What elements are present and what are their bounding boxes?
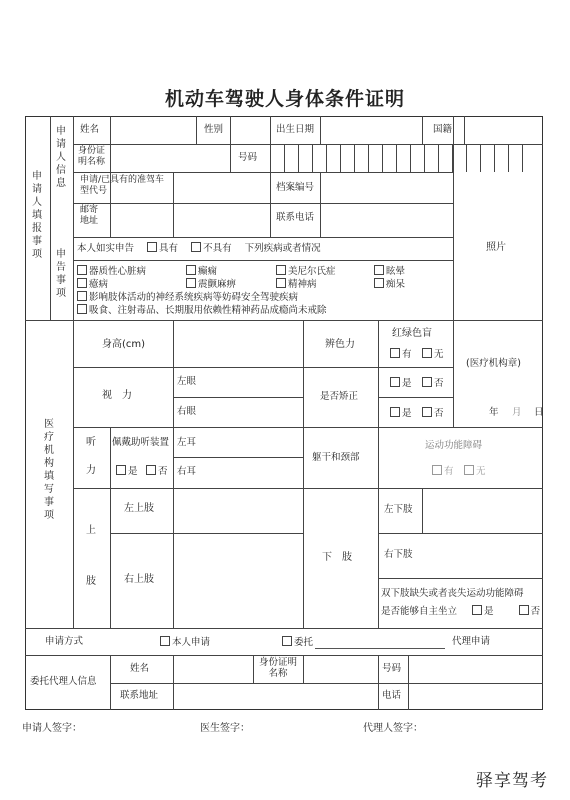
lower-loss-label: 双下肢缺失或者丧失运动功能障碍	[381, 588, 524, 599]
nationality-label: 国籍	[433, 124, 453, 135]
self-apply-checkbox[interactable]	[160, 636, 170, 646]
sit-up-yes-checkbox[interactable]	[472, 605, 482, 615]
no-label: 无	[434, 349, 444, 360]
disease-label: 吸食、注射毒品、长期服用依赖性精神药品成瘾尚未戒除	[89, 305, 327, 316]
fou-label: 否	[530, 606, 541, 617]
hearing-aid-yes-checkbox[interactable]	[116, 465, 126, 475]
watermark-text: 驿享驾考	[476, 771, 548, 791]
disease-checkbox[interactable]	[77, 304, 87, 314]
address-label: 邮寄地址	[80, 205, 99, 226]
disease-label: 癔病	[89, 279, 109, 290]
gender-label: 性别	[204, 124, 224, 135]
yes-label: 有	[444, 466, 454, 477]
disease-label: 美尼尔氏症	[288, 266, 336, 277]
shi-label: 是	[484, 606, 494, 617]
right-upper-label: 右上肢	[124, 574, 154, 585]
not-has-checkbox[interactable]	[191, 242, 201, 252]
hearing-aid-no-checkbox[interactable]	[146, 465, 156, 475]
applicant-signature-label: 申请人签字：	[22, 723, 82, 734]
left-corrected-no-checkbox[interactable]	[422, 377, 432, 387]
file-no-label: 档案编号	[276, 182, 315, 193]
name-label: 姓名	[80, 124, 100, 135]
disease-checkbox[interactable]	[77, 291, 87, 301]
left-lower-label: 左下肢	[384, 504, 413, 515]
license-types-label: 申请/已具有的准驾车型代号	[80, 175, 165, 196]
disease-label: 器质性心脏病	[89, 266, 147, 277]
left-ear-label: 左耳	[177, 437, 197, 448]
right-corrected-yes-checkbox[interactable]	[390, 407, 400, 417]
disease-label: 影响肢体活动的神经系统疾病等妨碍安全驾驶疾病	[89, 292, 299, 303]
hearing-aid-label: 佩戴助听装置	[112, 437, 170, 448]
form-table	[25, 116, 543, 710]
disease-checkbox[interactable]	[374, 278, 384, 288]
trunk-neck-label: 躯干和颈部	[312, 452, 360, 463]
disease-label: 精神病	[288, 279, 317, 290]
agent-id-doc-label: 身份证明名称	[258, 657, 297, 680]
disease-label: 癫痫	[198, 266, 218, 277]
sit-up-label: 是否能够自主坐立	[381, 606, 458, 617]
disease-label: 痴呆	[386, 279, 406, 290]
lower-limbs-label: 下 肢	[322, 552, 352, 563]
disease-checkbox[interactable]	[276, 278, 286, 288]
color-blind-yes-checkbox[interactable]	[390, 348, 400, 358]
upper-limb-label-2: 肢	[86, 576, 96, 587]
upper-limb-label-1: 上	[86, 525, 96, 536]
date-day: 日	[534, 407, 544, 418]
date-month: 月	[512, 407, 522, 418]
motor-no-checkbox[interactable]	[464, 465, 474, 475]
height-label: 身高(cm)	[102, 339, 146, 350]
hearing-label-2: 力	[86, 465, 96, 476]
shi-label: 是	[402, 378, 412, 389]
id-number-label: 号码	[238, 152, 258, 163]
motor-yes-checkbox[interactable]	[432, 465, 442, 475]
agent-info-label: 委托代理人信息	[30, 676, 97, 687]
date-year: 年	[489, 407, 499, 418]
motor-dysfunction-label: 运动功能障碍	[425, 440, 483, 451]
disease-checkbox[interactable]	[186, 278, 196, 288]
hearing-label-1: 听	[86, 437, 96, 448]
following-text: 下列疾病或者情况	[244, 243, 321, 254]
color-sense-label: 辨色力	[325, 339, 355, 350]
no-label: 无	[476, 466, 486, 477]
entrust-label: 委托	[294, 637, 314, 648]
color-blind-no-checkbox[interactable]	[422, 348, 432, 358]
agent-signature-label: 代理人签字：	[363, 723, 423, 734]
not-has-label: 不具有	[203, 243, 232, 254]
right-corrected-no-checkbox[interactable]	[422, 407, 432, 417]
shi-label: 是	[402, 408, 412, 419]
id-doc-label: 身份证明名称	[78, 146, 106, 167]
birth-label: 出生日期	[276, 124, 315, 135]
corrected-label: 是否矫正	[320, 391, 359, 402]
disease-checkbox[interactable]	[276, 265, 286, 275]
applicant-section-label: 申请人填报事项	[32, 171, 42, 260]
photo-label: 照片	[486, 242, 506, 253]
agent-apply-label: 代理申请	[452, 636, 491, 647]
medical-section-label: 医疗机构填写事项	[44, 419, 54, 521]
self-apply-label: 本人申请	[172, 637, 211, 648]
declare-text: 本人如实申告	[77, 243, 135, 254]
red-green-label: 红绿色盲	[392, 328, 432, 339]
doctor-signature-label: 医生签字：	[200, 723, 250, 734]
disease-label: 震颤麻痹	[198, 279, 237, 290]
has-checkbox[interactable]	[147, 242, 157, 252]
phone-label: 联系电话	[276, 212, 315, 223]
applicant-info-label: 申请人信息	[56, 126, 66, 189]
hospital-stamp-label: (医疗机构章)	[466, 358, 521, 369]
fou-label: 否	[434, 408, 444, 419]
disease-label: 眩晕	[386, 266, 406, 277]
right-eye-label: 右眼	[177, 406, 197, 417]
disease-checkbox[interactable]	[186, 265, 196, 275]
left-upper-label: 左上肢	[124, 503, 154, 514]
yes-label: 有	[402, 349, 412, 360]
declare-label: 申告事项	[56, 249, 66, 299]
right-ear-label: 右耳	[177, 466, 197, 477]
disease-checkbox[interactable]	[77, 265, 87, 275]
sit-up-no-checkbox[interactable]	[519, 605, 529, 615]
disease-checkbox[interactable]	[77, 278, 87, 288]
agent-phone-label: 电话	[382, 690, 402, 701]
left-corrected-yes-checkbox[interactable]	[390, 377, 400, 387]
has-label: 具有	[159, 243, 179, 254]
agent-name-label: 姓名	[130, 663, 150, 674]
disease-checkbox[interactable]	[374, 265, 384, 275]
fou-label: 否	[158, 466, 168, 477]
vision-label: 视 力	[102, 390, 132, 401]
left-eye-label: 左眼	[177, 376, 197, 387]
agent-id-no-label: 号码	[382, 663, 402, 674]
entrust-checkbox[interactable]	[282, 636, 292, 646]
right-lower-label: 右下肢	[384, 549, 413, 560]
method-label: 申请方式	[45, 636, 84, 647]
shi-label: 是	[128, 466, 138, 477]
agent-address-label: 联系地址	[120, 690, 159, 701]
form-title: 机动车驾驶人身体条件证明	[164, 88, 405, 110]
fou-label: 否	[434, 378, 444, 389]
